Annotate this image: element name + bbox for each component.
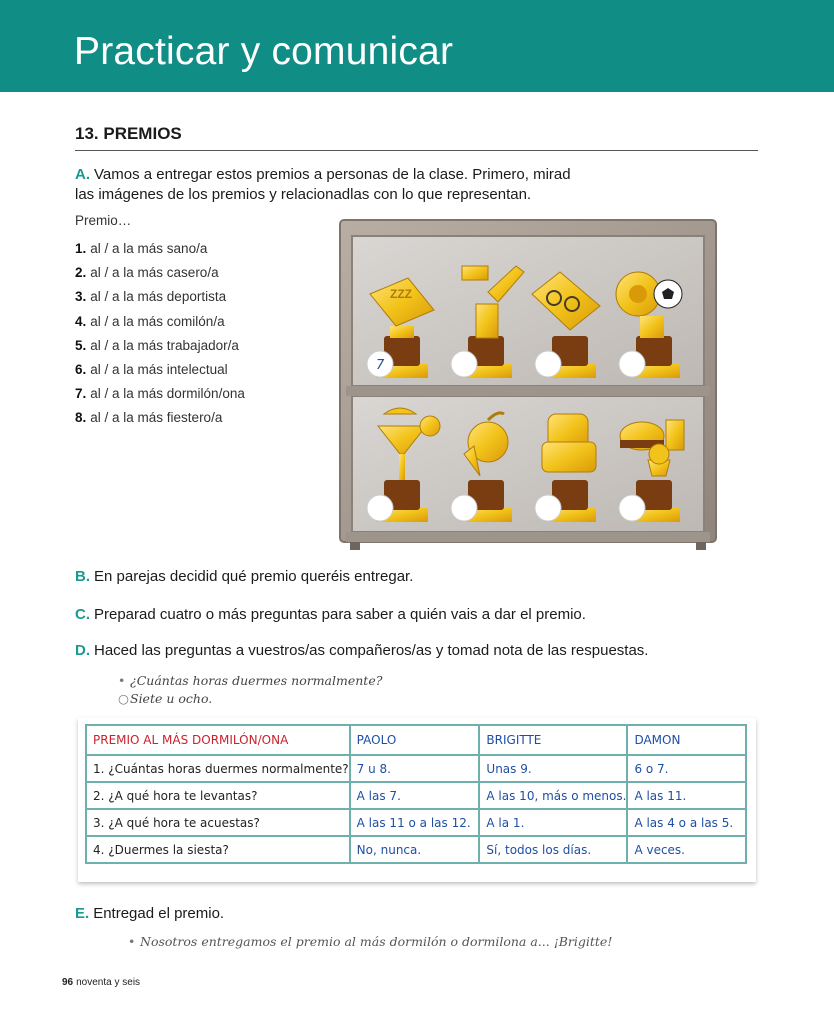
answer-cell: A las 10, más o menos.: [479, 782, 627, 809]
part-e-text: Entregad el premio.: [93, 905, 225, 922]
section-heading: [75, 124, 758, 151]
example-line: [118, 690, 382, 708]
part-b-text: En parejas decidid qué premio queréis entregar.: [94, 568, 414, 585]
answer-cell: Unas 9.: [479, 755, 627, 782]
part-d-instructions: [75, 641, 648, 661]
base-board: [346, 532, 710, 542]
column-header: BRIGITTE: [479, 725, 627, 755]
part-e-example: [128, 934, 612, 949]
award-item: [75, 312, 245, 336]
part-c-letter: C.: [75, 606, 90, 623]
answer-cell: A las 4 o a las 5.: [627, 809, 746, 836]
award-item: [75, 360, 245, 384]
question-cell: 4. ¿Duermes la siesta?: [86, 836, 350, 863]
award-item: [75, 239, 245, 263]
answer-badge: 7: [376, 358, 385, 373]
example-line: [118, 672, 382, 690]
answer-circle[interactable]: [619, 495, 645, 521]
answer-cell: A las 11.: [627, 782, 746, 809]
answer-circle[interactable]: [451, 495, 477, 521]
answer-circle[interactable]: [451, 351, 477, 377]
table-header-row: [86, 725, 746, 755]
part-a-letter: A.: [75, 166, 90, 183]
award-number: 6.: [75, 361, 87, 377]
part-e-letter: E.: [75, 905, 90, 922]
part-a-line2: las imágenes de los premios y relacionadlas con lo que representan.: [75, 186, 532, 203]
trophy-cabinet: [338, 214, 718, 550]
answer-cell: 6 o 7.: [627, 755, 746, 782]
answer-cell: A la 1.: [479, 809, 627, 836]
part-d-letter: D.: [75, 642, 90, 659]
part-d-text: Haced las preguntas a vuestros/as compañeros/as y tomad nota de las respuestas.: [94, 642, 649, 659]
answer-cell: Sí, todos los días.: [479, 836, 627, 863]
table-row: [86, 782, 746, 809]
table-row: [86, 809, 746, 836]
page-number-words: noventa y seis: [76, 977, 141, 988]
cabinet-leg: [350, 542, 360, 550]
award-text: al / a la más sano/a: [90, 241, 208, 256]
award-text: al / a la más trabajador/a: [90, 337, 239, 353]
award-text: al / a la más dormilón/ona: [90, 386, 245, 402]
award-number: 3.: [75, 289, 87, 305]
award-text: al / a la más deportista: [90, 289, 227, 305]
answer-cell: A veces.: [627, 836, 746, 863]
award-item: [75, 408, 245, 432]
answer-cell: A las 11 o a las 12.: [350, 809, 480, 836]
page-number: 96: [62, 977, 74, 988]
section-title: 13. PREMIOS: [75, 124, 182, 143]
award-item: [75, 336, 245, 360]
part-a-instructions: [75, 165, 571, 205]
question-cell: 2. ¿A qué hora te levantas?: [86, 782, 350, 809]
part-a-line1: Vamos a entregar estos premios a personas de la clase. Primero, mirad: [94, 166, 571, 183]
part-e-instructions: [75, 904, 224, 924]
page-footer: [62, 977, 140, 988]
page-header: [0, 0, 834, 92]
example-dialogue: [118, 672, 382, 708]
part-b-instructions: [75, 567, 413, 587]
award-text: al / a la más fiestero/a: [90, 410, 223, 426]
zzz-label: ZZZ: [390, 287, 412, 301]
table-row: [86, 755, 746, 782]
example-text: Siete u ocho.: [130, 691, 213, 706]
award-number: 8.: [75, 410, 87, 426]
column-header: PAOLO: [350, 725, 480, 755]
question-cell: 1. ¿Cuántas horas duermes normalmente?: [86, 755, 350, 782]
question-cell: 3. ¿A qué hora te acuestas?: [86, 809, 350, 836]
answer-circle[interactable]: [535, 495, 561, 521]
example-text: Nosotros entregamos el premio al más dormilón o dormilona a... ¡Brigitte!: [140, 934, 613, 949]
part-c-text: Preparad cuatro o más preguntas para saber a quién vais a dar el premio.: [94, 606, 586, 623]
column-header: DAMON: [627, 725, 746, 755]
notes-table: [85, 724, 747, 864]
bullet-icon: ○: [118, 691, 129, 706]
answer-circle[interactable]: [535, 351, 561, 377]
shelf-board: [346, 386, 710, 396]
award-number: 5.: [75, 337, 87, 353]
table-row: [86, 836, 746, 863]
cabinet-leg: [696, 542, 706, 550]
answer-cell: A las 7.: [350, 782, 480, 809]
award-text: al / a la más casero/a: [90, 265, 219, 281]
award-item: [75, 287, 245, 311]
notes-card: [78, 718, 756, 882]
bullet-icon: •: [118, 673, 126, 688]
table-title: PREMIO AL MÁS DORMILÓN/ONA: [86, 725, 350, 755]
answer-cell: No, nunca.: [350, 836, 480, 863]
award-number: 7.: [75, 386, 87, 402]
example-text: ¿Cuántas horas duermes normalmente?: [130, 673, 383, 688]
award-item: [75, 263, 245, 287]
answer-cell: 7 u 8.: [350, 755, 480, 782]
premio-label: Premio…: [75, 213, 132, 228]
part-c-instructions: [75, 605, 586, 625]
bullet-icon: •: [128, 934, 136, 949]
answer-circle[interactable]: [367, 495, 393, 521]
award-number: 2.: [75, 265, 87, 281]
page-title: Practicar y comunicar: [74, 30, 454, 73]
part-b-letter: B.: [75, 568, 90, 585]
award-number: 1.: [75, 241, 87, 256]
award-text: al / a la más intelectual: [90, 361, 228, 377]
award-text: al / a la más comilón/a: [90, 313, 225, 329]
awards-list: [75, 239, 245, 433]
award-item: [75, 384, 245, 408]
answer-circle[interactable]: [619, 351, 645, 377]
award-number: 4.: [75, 313, 87, 329]
